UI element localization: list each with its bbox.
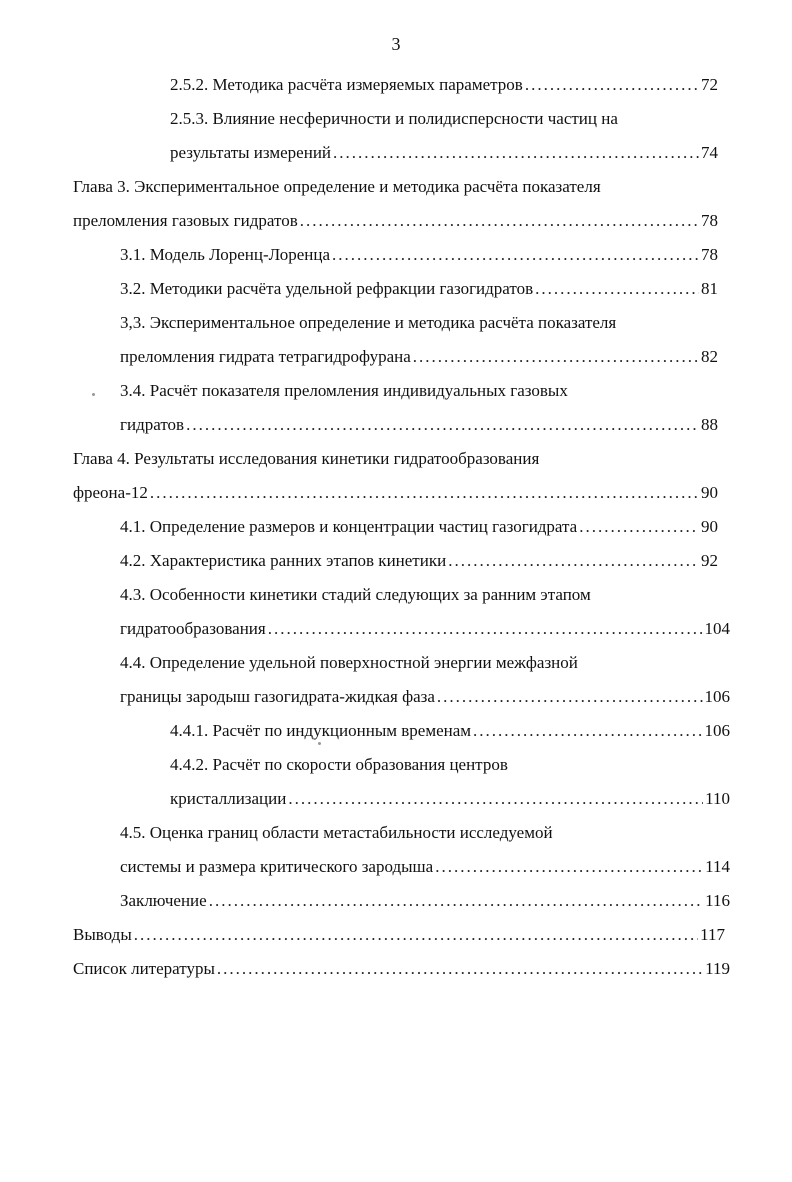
toc-leader-dots [209,889,703,913]
toc-entry-label: 4.1. Определение размеров и концентрации частиц газогидрата [120,517,578,536]
toc-entry-page: 78 [701,211,718,230]
toc-entry-3-3-cont[interactable] [120,345,718,369]
toc-entry-4-4-cont[interactable] [120,685,730,709]
toc-leader-dots [435,855,703,879]
toc-entry-label: Заключение [120,891,207,910]
toc-entry-page: 106 [704,687,730,706]
toc-entry-label: Выводы [73,925,132,944]
toc-chapter-3[interactable]: Глава 3. Экспериментальное определение и методика расчёта показателя [73,177,601,196]
toc-entry-page: 106 [704,721,730,740]
toc-leader-dots [134,923,698,947]
toc-entry-4-5[interactable]: 4.5. Оценка границ области метастабильности исследуемой [120,823,553,842]
toc-entry-conclusion[interactable] [120,889,730,913]
toc-entry-4-3[interactable]: 4.3. Особенности кинетики стадий следующих за ранним этапом [120,585,591,604]
toc-entry-label: 3.1. Модель Лоренц-Лоренца [120,245,331,264]
toc-entry-label: фреона-12 [73,483,148,502]
toc-leader-dots [300,209,699,233]
toc-entry-3-3[interactable]: 3,3. Экспериментальное определение и методика расчёта показателя [120,313,617,332]
toc-entry-page: 119 [705,959,730,978]
toc-leader-dots [579,515,699,539]
toc-entry-page: 90 [701,517,718,536]
toc-entry-2-5-3[interactable]: 2.5.3. Влияние несферичности и полидисперсности частиц на [170,109,618,128]
toc-chapter-3-cont[interactable] [73,209,718,233]
toc-entry-label: результаты измерений [170,143,332,162]
toc-entry-4-4[interactable]: 4.4. Определение удельной поверхностной энергии межфазной [120,653,578,672]
toc-entry-4-5-cont[interactable] [120,855,730,879]
toc-leader-dots [525,73,699,97]
toc-entry-page: 90 [701,483,718,502]
toc-entry-4-2[interactable] [120,549,718,573]
toc-leader-dots [473,719,702,743]
toc-entry-page: 74 [701,143,718,162]
toc-entry-page: 110 [705,789,730,808]
toc-chapter-4[interactable]: Глава 4. Результаты исследования кинетики гидратообразования [73,449,540,468]
toc-entry-page: 114 [705,857,730,876]
toc-entry-3-4-cont[interactable] [120,413,718,437]
toc-entry-page: 88 [701,415,718,434]
toc-entry-page: 116 [705,891,730,910]
toc-leader-dots [413,345,699,369]
toc-entry-page: 78 [701,245,718,264]
toc-entry-2-5-3-cont[interactable] [170,141,718,165]
toc-entry-page: 81 [701,279,718,298]
toc-entry-2-5-2[interactable] [170,73,718,97]
toc-entry-page: 117 [700,925,725,944]
toc-entry-label: преломления газовых гидратов [73,211,298,230]
toc-entry-label: кристаллизации [170,789,287,808]
toc-leader-dots [186,413,699,437]
toc-entry-label: гидратов [120,415,185,434]
toc-entry-findings[interactable] [73,923,725,947]
toc-entry-4-4-2-cont[interactable] [170,787,730,811]
toc-entry-references[interactable] [73,957,730,981]
toc-entry-label: 4.4.1. Расчёт по индукционным временам [170,721,472,740]
toc-leader-dots [268,617,703,641]
toc-entry-4-3-cont[interactable] [120,617,730,641]
toc-entry-page: 92 [701,551,718,570]
toc-entry-label: системы и размера критического зародыша [120,857,434,876]
toc-entry-label: 2.5.2. Методика расчёта измеряемых параметров [170,75,523,94]
toc-entry-label: границы зародыш газогидрата-жидкая фаза [120,687,435,706]
toc-leader-dots [437,685,703,709]
toc-entry-3-4[interactable]: 3.4. Расчёт показателя преломления индивидуальных газовых [120,381,568,400]
toc-entry-label: гидратообразования [120,619,266,638]
toc-entry-page: 72 [701,75,718,94]
toc-entry-label: преломления гидрата тетрагидрофурана [120,347,411,366]
toc-leader-dots [333,141,699,165]
toc-leader-dots [150,481,699,505]
toc-entry-page: 104 [704,619,730,638]
toc-entry-label: Список литературы [73,959,215,978]
toc-entry-4-1[interactable] [120,515,718,539]
toc-entry-3-2[interactable] [120,277,718,301]
toc-entry-label: 3.2. Методики расчёта удельной рефракции газогидратов [120,279,534,298]
toc-entry-page: 82 [701,347,718,366]
toc-chapter-4-cont[interactable] [73,481,718,505]
toc-entry-4-4-1[interactable] [170,719,730,743]
scan-speck [92,393,95,396]
toc-entry-label: 4.2. Характеристика ранних этапов кинетики [120,551,447,570]
toc-leader-dots [448,549,699,573]
toc-entry-4-4-2[interactable]: 4.4.2. Расчёт по скорости образования центров [170,755,508,774]
toc-entry-3-1[interactable] [120,243,718,267]
page-number: 3 [391,34,401,54]
toc-leader-dots [332,243,699,267]
toc-leader-dots [535,277,699,301]
toc-leader-dots [288,787,703,811]
scan-speck [318,742,321,745]
toc-leader-dots [217,957,703,981]
